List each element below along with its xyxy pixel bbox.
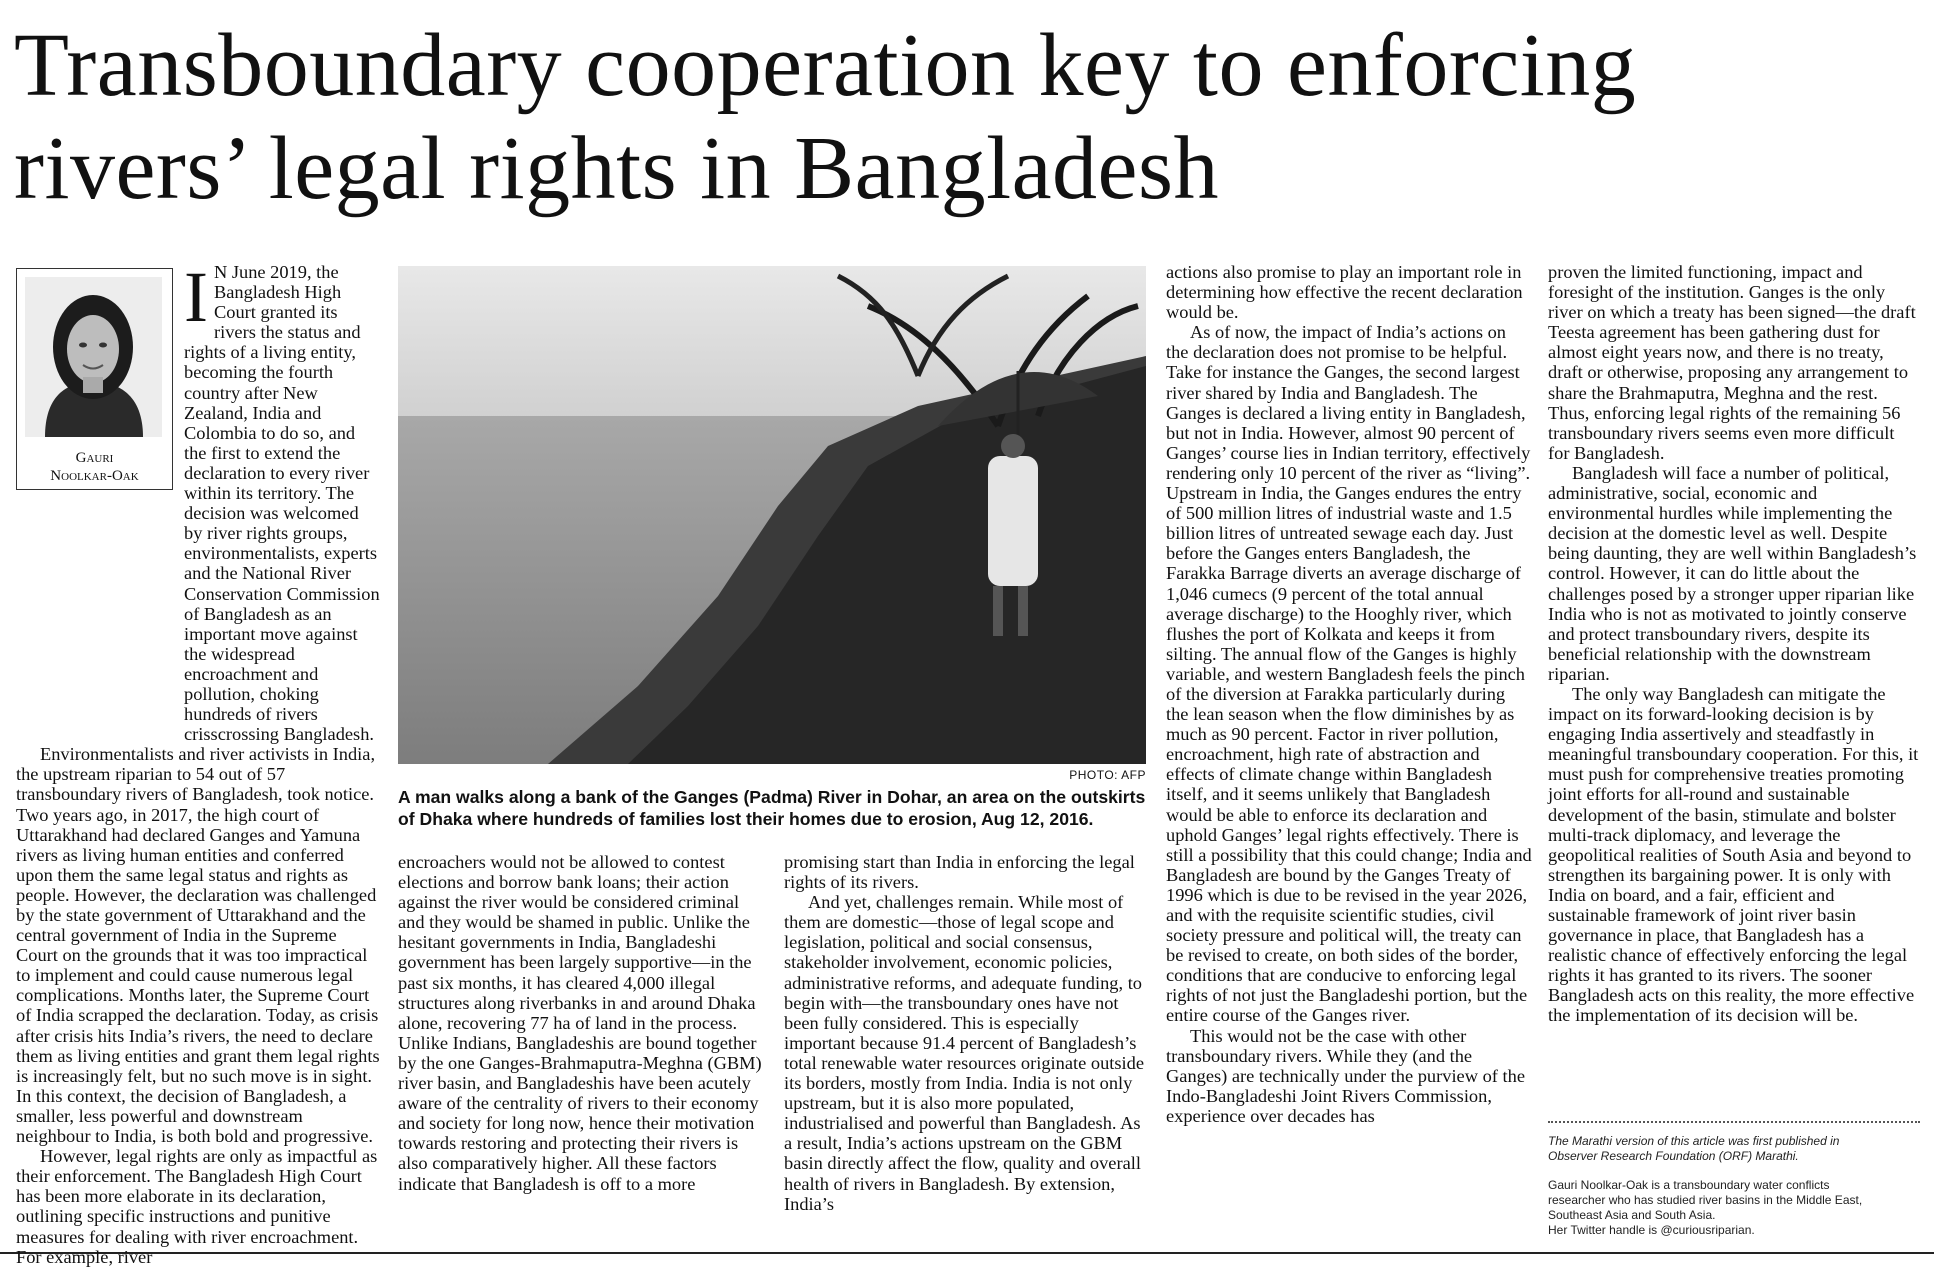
headline-line-2: rivers’ legal rights in Bangladesh [14, 119, 1220, 218]
column-5 [1548, 262, 1920, 1026]
column-3 [784, 852, 1150, 1214]
author-bio-line-1: Gauri Noolkar-Oak is a transboundary water conflicts [1548, 1178, 1830, 1192]
author-bio-line-4: Her Twitter handle is @curiousriparian. [1548, 1223, 1755, 1237]
drop-cap: I [184, 257, 208, 337]
col1-para-3: However, legal rights are only as impactful as their enforcement. The Bangladesh High Court has been more elaborate in its declaration, outlining specific instructions and punitive measures for dealing with river encroachment. For example, river [16, 1146, 378, 1267]
col5-para-2: Bangladesh will face a number of political, administrative, social, economic and environmental hurdles while implementing the decision at the domestic level as well. Despite being daunting, they are well within Bangladesh’s control. However, it can do little about the challenges posed by a stronger upper riparian like India who is not as motivated to jointly conserve and protect transboundary rivers, despite its beneficial relationship with the downstream riparian. [1548, 462, 1917, 684]
col1-para-1-text: N June 2019, the Bangladesh High Court granted its rivers the status and rights of a living entity, becoming the fourth country after New Zealand, India and Colombia to do so, and the first to extend the declaration to every river within its territory. The decision was welcomed by river rights groups, environmentalists, experts and the National River Conservation Commission of Bangladesh as an important move against the widespread encroachment and pollution, choking hundreds of rivers crisscrossing Bangladesh. [184, 262, 380, 745]
column-2 [398, 852, 766, 1194]
col2-para-1: encroachers would not be allowed to contest elections and borrow bank loans; their action against the river would be considered criminal and they would be shamed in public. Unlike the hesitant governments in India, Bangladeshi government has been largely supportive—in the past six months, it has cleared 4,000 illegal structures along riverbanks in and around Dhaka alone, recovering 77 ha of land in the process. Unlike Indians, Bangladeshis are bound together by the one Ganges-Brahmaputra-Meghna (GBM) river basin, and Bangladeshis have been acutely aware of the centrality of rivers to their economy and society for long now, hence their motivation towards restoring and protecting their rivers is also comparatively higher. All these factors indicate that Bangladesh is off to a more [398, 852, 762, 1194]
author-bio-line-2: researcher who has studied river basins in the Middle East, [1548, 1193, 1863, 1207]
photo-caption: A man walks along a bank of the Ganges (Padma) River in Dohar, an area on the outskirts of Dhaka where hundreds of families lost their homes due to erosion, Aug 12, 2016. [398, 787, 1146, 829]
col3-para-1: promising start than India in enforcing the legal rights of its rivers. [784, 852, 1135, 893]
photo-credit: PHOTO: AFP [1069, 768, 1146, 782]
headline [14, 14, 1924, 220]
col1-para-1 [184, 257, 380, 745]
col3-para-2: And yet, challenges remain. While most of them are domestic—those of legal scope and legislation, political and social consensus, stakeholder involvement, economic policies, administrative reforms, and adequate funding, to begin with—the transboundary ones have not been fully considered. This is especially important because 91.4 percent of Bangladesh’s total renewable water resources originate outside its borders, mostly from India. India is not only upstream, but it is also more populated, industrialised and powerful than Bangladesh. As a result, India’s actions upstream on the GBM basin directly affect the flow, quality and overall health of rivers in Bangladesh. By extension, India’s [784, 892, 1145, 1214]
author-last-name: Noolkar-Oak [50, 468, 139, 484]
author-bio-line-3: Southeast Asia and South Asia. [1548, 1208, 1716, 1222]
column-1 [16, 257, 380, 1267]
author-bio [1548, 1178, 1920, 1238]
river-photo [398, 266, 1146, 764]
col4-para-3: This would not be the case with other transboundary rivers. While they (and the Ganges) are technically under the purview of the Indo-Bangladeshi Joint Rivers Commission, experience over decades has [1166, 1025, 1525, 1126]
col5-para-3: The only way Bangladesh can mitigate the impact on its forward-looking decision is by engaging India assertively and steadfastly in meaningful transboundary cooperation. For this, it must push for comprehensive treaties promoting joint efforts for all-round and sustainable development of the basin, stimulate and bolster multi-track diplomacy, and leverage the geopolitical realities of South Asia and beyond to strengthen its bargaining power. It is only with India on board, and a fair, efficient and sustainable framework of joint river basin governance in place, that Bangladesh has a realistic chance of effectively enforcing the legal rights it has granted to its rivers. The sooner Bangladesh acts on this reality, the more effective the implementation of its decision will be. [1548, 683, 1919, 1026]
col5-para-1: proven the limited functioning, impact and foresight of the institution. Ganges is the only river on which a treaty has been signed—the draft Teesta agreement has been gathering dust for almost eight years now, and there is no treaty, draft or otherwise, proposing any arrangement to share the Brahmaputra, Meghna and the rest. Thus, enforcing legal rights of the remaining 56 transboundary rivers seems even more difficult for Bangladesh. [1548, 262, 1916, 463]
publication-note-line-1: The Marathi version of this article was first published in [1548, 1134, 1840, 1148]
publication-note-line-2: Observer Research Foundation (ORF) Marathi. [1548, 1149, 1799, 1163]
column-4 [1166, 262, 1532, 1126]
col4-para-2: As of now, the impact of India’s actions on the declaration does not promise to be helpful. Take for instance the Ganges, the second largest river shared by India and Bangladesh. The Ganges is declared a living entity in Bangladesh, but not in India. However, almost 90 percent of Ganges’ course lies in Indian territory, effectively rendering only 10 percent of the river as “living”. Upstream in India, the Ganges endures the entry of 500 million litres of industrial waste and 1.5 billion litres of untreated sewage each day. Just before the Ganges enters Bangladesh, the Farakka Barrage diverts an average discharge of 1,046 cumecs (9 percent of the total annual average discharge) to the Hooghly river, which flushes the port of Kolkata and keeps it from silting. The annual flow of the Ganges is highly variable, and western Bangladesh feels the pinch of the diversion at Farakka particularly during the lean season when the flow diminishes by as much as 90 percent. Factor in river pollution, encroachment, high rate of abstraction and effects of climate change within Bangladesh itself, and it seems unlikely that Bangladesh would be able to enforce its declaration and uphold Ganges’ legal rights effectively. There is still a possibility that this could change; India and Bangladesh are bound by the Ganges Treaty of 1996 which is due to be revised in the year 2026, and with the requisite scientific studies, civil society pressure and political will, the treaty can be revised to create, on both sides of the border, conditions that are conducive to enforcing legal rights of not just the Bangladeshi portion, but the entire course of the Ganges river. [1166, 322, 1532, 1026]
publication-note [1548, 1134, 1920, 1164]
col1-para-2: Environmentalists and river activists in India, the upstream riparian to 54 out of 57 transboundary rivers of Bangladesh, took notice. Two years ago, in 2017, the high court of Uttarakhand had declared Ganges and Yamuna rivers as living human entities and conferred upon them the same legal status and rights as people. However, the declaration was challenged by the state government of Uttarakhand and the central government of India in the Supreme Court on the grounds that it was too impractical to implement and could cause numerous legal complications. Months later, the Supreme Court of India scrapped the declaration. Today, as crisis after crisis hits India’s rivers, the need to declare them as living entities and grant them legal rights is increasingly felt, but no such move is in sight. In this context, the decision of Bangladesh, a smaller, less powerful and downstream neighbour to India, is both bold and progressive. [16, 744, 380, 1147]
footnote-divider [1548, 1121, 1920, 1123]
col4-para-1: actions also promise to play an important role in determining how effective the recent declaration would be. [1166, 262, 1523, 323]
author-first-name: Gauri [75, 450, 114, 466]
headline-line-1: Transboundary cooperation key to enforcing [14, 16, 1637, 115]
